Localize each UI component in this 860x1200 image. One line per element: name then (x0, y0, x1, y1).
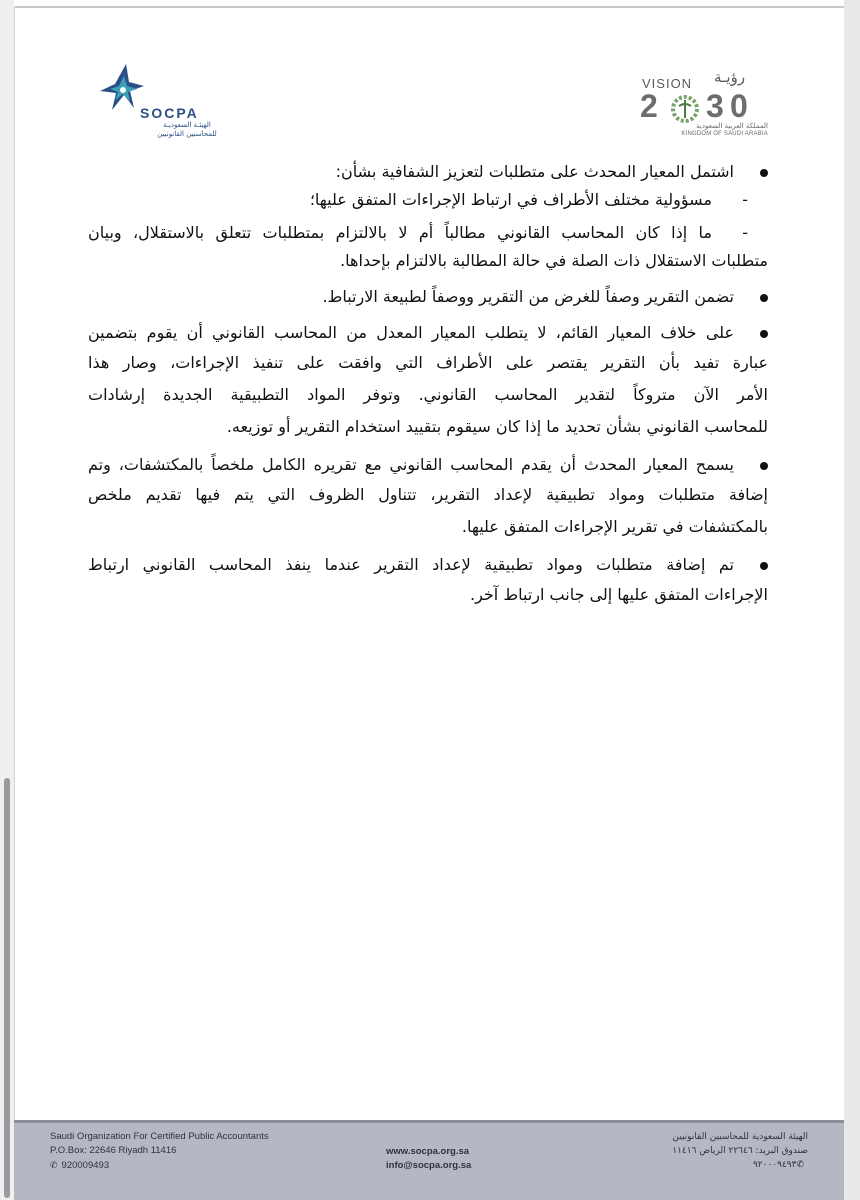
vision-arabic: رؤيـة (714, 68, 746, 86)
dash-icon: - (742, 223, 748, 242)
footer-border (14, 1120, 844, 1123)
bullet-item (88, 451, 768, 479)
socpa-arabic-name (152, 121, 222, 139)
vision-2030-logo (630, 66, 770, 138)
bullet-icon (760, 330, 768, 338)
page-footer (14, 1120, 844, 1200)
footer-po-box-arabic: صندوق البريد: ٢٢٦٤٦ الرياض ١١٤١٦ (672, 1146, 808, 1156)
vision-year (640, 88, 768, 124)
socpa-arabic-line-1: الهيئـة السعوديـة (163, 121, 211, 129)
vision-kingdom-arabic: المملكة العربية السعودية (696, 122, 768, 130)
bullet-continuation (88, 579, 768, 611)
bullet-item (88, 283, 768, 311)
bullet-text: الأمر الآن متروكاً لتقدير المحاسب القانوني. وتوفر المواد التطبيقية الجديدة إرشادات (88, 385, 768, 404)
vision-year-digit: 0 (730, 88, 748, 124)
document-body (88, 158, 768, 611)
bullet-continuation (88, 347, 768, 379)
sub-item (88, 186, 768, 214)
socpa-star-icon (100, 64, 144, 114)
bullet-icon (760, 294, 768, 302)
footer-phone-arabic: ✆٩٢٠٠٠٩٤٩٣ (752, 1160, 804, 1170)
sub-item-text: متطلبات الاستقلال ذات الصلة في حالة المطالبة بالالتزام بإحداها. (340, 251, 768, 270)
footer-phone: ✆ 920009493 (50, 1160, 110, 1171)
sub-item (88, 219, 768, 247)
bullet-continuation (88, 379, 768, 411)
page-left-border (14, 6, 15, 1200)
bullet-text: تم إضافة متطلبات ومواد تطبيقية لإعداد التقرير عندما ينفذ المحاسب القانوني ارتباط (88, 555, 734, 574)
bullet-text: على خلاف المعيار القائم، لا يتطلب المعيار المعدل من المحاسب القانوني أن يقوم بتضمين (88, 323, 734, 342)
footer-org-name-arabic: الهيئة السعودية للمحاسبين القانونيين (672, 1132, 808, 1142)
bullet-text: إضافة متطلبات ومواد تطبيقية لإعداد التقرير، تتناول الظروف التي يتم فيها تقديم ملخص (88, 485, 768, 504)
bullet-text: الإجراءات المتفق عليها إلى جانب ارتباط آخر. (470, 585, 768, 604)
bullet-text: تضمن التقرير وصفاً للغرض من التقرير ووصفاً لطبيعة الارتباط. (322, 287, 734, 306)
scrollbar-thumb[interactable] (4, 778, 10, 1198)
bullet-text: للمحاسب القانوني بشأن تحديد ما إذا كان سيقوم بتقييد استخدام التقرير أو توزيعه. (226, 417, 768, 436)
bullet-item (88, 319, 768, 347)
sub-item-text: مسؤولية مختلف الأطراف في ارتباط الإجراءات المتفق عليها؛ (309, 190, 712, 209)
footer-po-box: P.O.Box: 22646 Riyadh 11416 (50, 1145, 177, 1156)
bullet-icon (760, 562, 768, 570)
vision-english: VISION (642, 76, 693, 91)
vision-kingdom-english: KINGDOM OF SAUDI ARABIA (681, 131, 768, 137)
vision-emblem-icon (666, 94, 704, 124)
page-top-border (14, 6, 844, 8)
bullet-icon (760, 462, 768, 470)
scrollbar-track[interactable] (0, 0, 14, 1200)
bullet-text: عبارة تفيد بأن التقرير يقتصر على الأطراف التي وافقت على تنفيذ الإجراءات، وصار هذا (88, 353, 768, 372)
bullet-text: بالمكتشفات في تقرير الإجراءات المتفق عليها. (461, 517, 768, 536)
vision-year-digit: 3 (706, 88, 724, 124)
bullet-item (88, 158, 768, 186)
footer-website-link[interactable]: www.socpa.org.sa (386, 1146, 470, 1157)
bullet-continuation (88, 411, 768, 443)
sub-item-continuation (88, 247, 768, 275)
socpa-logo (100, 64, 220, 144)
sub-item-text: ما إذا كان المحاسب القانوني مطالباً أم لا بالالتزام بمتطلبات تتعلق بالاستقلال، وبيان (88, 223, 712, 242)
dash-icon: - (742, 190, 748, 209)
socpa-name: SOCPA (140, 105, 199, 121)
bullet-item (88, 551, 768, 579)
bullet-text: يسمح المعيار المحدث أن يقدم المحاسب القانوني مع تقريره الكامل ملخصاً بالمكتشفات، وتم (88, 455, 734, 474)
footer-email-link[interactable]: info@socpa.org.sa (386, 1160, 472, 1171)
phone-icon: ✆ (796, 1160, 804, 1170)
socpa-arabic-line-2: للمحاسبين القانونيين (157, 130, 217, 138)
footer-web-contact (386, 1145, 471, 1173)
footer-org-name: Saudi Organization For Certified Public Accountants (50, 1131, 269, 1142)
bullet-icon (760, 169, 768, 177)
bullet-continuation (88, 479, 768, 511)
footer-english-contact (50, 1130, 269, 1173)
vision-year-digit: 2 (640, 88, 658, 124)
bullet-text: اشتمل المعيار المحدث على متطلبات لتعزيز الشفافية بشأن: (335, 162, 734, 181)
bullet-continuation (88, 511, 768, 543)
phone-icon: ✆ (50, 1160, 58, 1170)
footer-arabic-contact (588, 1130, 808, 1172)
